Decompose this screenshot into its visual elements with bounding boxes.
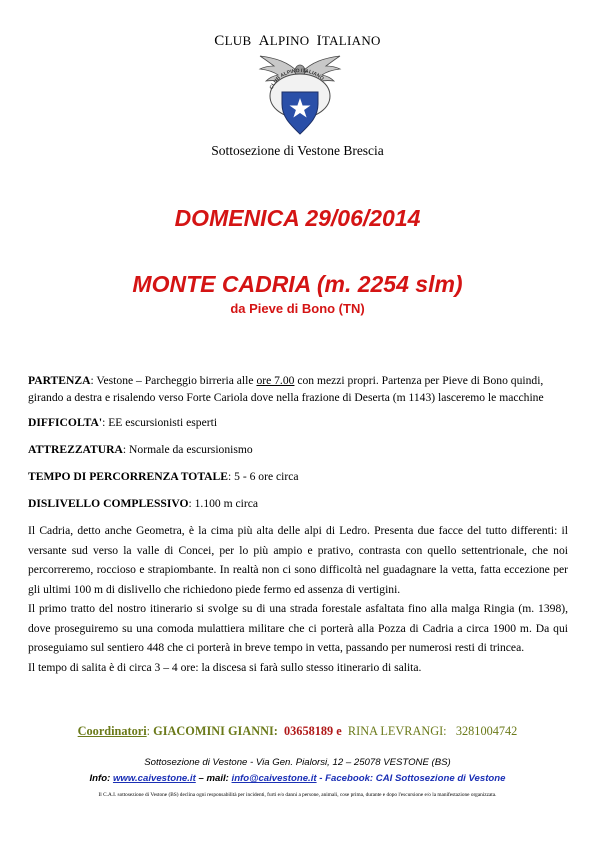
- coordinator-1-name: GIACOMINI GIANNI:: [153, 724, 278, 738]
- difficolta-label: DIFFICOLTA': [28, 416, 103, 429]
- dislivello-label: DISLIVELLO COMPLESSIVO: [28, 497, 189, 510]
- difficolta-value: : EE escursionisti esperti: [102, 416, 218, 429]
- club-word-initial: I: [316, 33, 322, 49]
- coordinators-label: Coordinatori: [77, 724, 147, 738]
- description-paragraph: Il primo tratto del nostro itinerario si svolge su di una strada forestale asfaltata fino alla malga Ringia (m. 1398), dove proseguiremo su una comoda mulattiera militare che ci porterà alla Pozza di Cadria a circa 1900 m. Da qui proseguiamo sul sentiero 448 che ci porterà in breve tempo in vetta, passando per numerosi resti di trincea.: [28, 602, 568, 654]
- coordinator-1-phone: 03658189: [284, 724, 334, 738]
- club-word-rest: LUB: [224, 33, 252, 48]
- coordinator-2-name: RINA LEVRANGI:: [347, 724, 447, 738]
- coordinators-conjunction: e: [336, 724, 342, 738]
- coordinators-line: [0, 724, 595, 739]
- email-link[interactable]: info@caivestone.it: [231, 773, 317, 784]
- partenza-text: : Vestone – Parcheggio birreria alle: [90, 374, 257, 387]
- partenza-text-line2: girando a destra e risalendo verso Forte Cariola dove nella frazione di Deserta (m 1143) lasceremo le macchine: [28, 391, 544, 404]
- club-word-initial: C: [214, 33, 225, 49]
- club-word-rest: TALIANO: [321, 33, 381, 48]
- mail-label: – mail:: [195, 773, 232, 784]
- footer-info: [0, 773, 595, 784]
- footer-address: Sottosezione di Vestone - Via Gen. Pialorsi, 12 – 25078 VESTONE (BS): [144, 757, 451, 768]
- route-description: [28, 521, 568, 677]
- event-date: DOMENICA 29/06/2014: [174, 205, 421, 231]
- tempo-line: [28, 468, 568, 485]
- facebook-text: - Facebook: CAI Sottosezione di Vestone: [316, 773, 506, 784]
- attrezzatura-label: ATTREZZATURA: [28, 443, 123, 456]
- attrezzatura-line: [28, 441, 568, 458]
- difficolta-line: [28, 414, 568, 431]
- dislivello-line: [28, 495, 568, 512]
- subsection-title: Sottosezione di Vestone Brescia: [211, 143, 384, 158]
- tempo-value: : 5 - 6 ore circa: [228, 470, 299, 483]
- description-paragraph: Il Cadria, detto anche Geometra, è la cima più alta delle alpi di Ledro. Presenta due facce del tutto differenti: il versante sud verso la valle di Concei, per lo più ampio e prativo, contrasta con quello settentrionale, che noi percorreremo, roccioso e strapiombante. In realtà non ci sono difficoltà nel guadagnare la vetta, fatta eccezione per gli ultimi 100 m di dislivello che richiedono piede fermo ed assenza di vertigini.: [28, 524, 568, 596]
- partenza-text-continued: con mezzi propri. Partenza per Pieve di Bono quindi,: [294, 374, 544, 387]
- website-link[interactable]: www.caivestone.it: [112, 773, 196, 784]
- event-start-location: da Pieve di Bono (TN): [230, 301, 365, 316]
- club-word-initial: A: [258, 33, 270, 49]
- cai-eagle-logo: [258, 54, 342, 136]
- info-label: Info:: [89, 773, 113, 784]
- club-word-rest: LPINO: [269, 33, 310, 48]
- description-paragraph: Il tempo di salita è di circa 3 – 4 ore: la discesa si farà sullo stesso itinerario di salita.: [28, 660, 422, 674]
- attrezzatura-value: : Normale da escursionismo: [122, 443, 253, 456]
- event-mountain: MONTE CADRIA (m. 2254 slm): [132, 271, 463, 297]
- partenza-time: ore 7.00: [256, 374, 295, 387]
- coordinators-separator: :: [146, 724, 154, 738]
- coordinator-2-phone: 3281004742: [455, 724, 518, 738]
- club-name: [0, 33, 595, 50]
- partenza-label: PARTENZA: [28, 374, 91, 387]
- tempo-label: TEMPO DI PERCORRENZA TOTALE: [28, 470, 229, 483]
- partenza-paragraph: [28, 372, 568, 406]
- dislivello-value: : 1.100 m circa: [188, 497, 259, 510]
- footer-disclaimer: Il C.A.I. sottosezione di Vestone (BS) declina ogni responsabilità per incidenti, furti e/o danni a persone, animali, cose prima, durante e dopo l'escursione e/o la manifestazione organizzata.: [98, 792, 497, 798]
- logo-ring-text: CLUB ALPINO ITALIANO: [268, 67, 325, 91]
